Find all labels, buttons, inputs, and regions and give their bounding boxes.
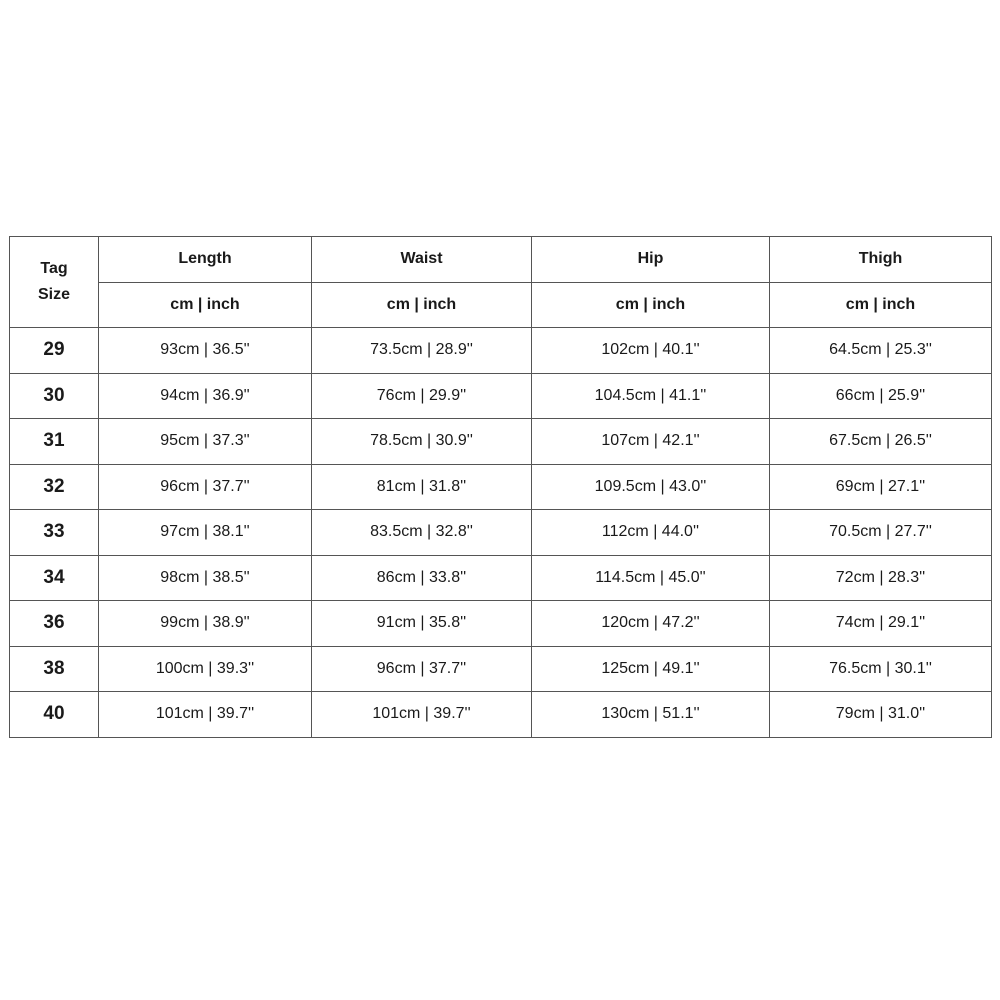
tag-size-header-line2: Size [37,286,70,303]
tag-size-header [10,237,99,328]
column-header-thigh: Thigh [770,237,992,283]
hip-cell: 107cm | 42.1'' [532,419,770,465]
tag-size-cell: 33 [10,510,99,556]
table-row [10,419,992,465]
hip-cell: 120cm | 47.2'' [532,601,770,647]
hip-cell: 114.5cm | 45.0'' [532,555,770,601]
tag-size-cell: 32 [10,464,99,510]
hip-cell: 102cm | 40.1'' [532,328,770,374]
table-row [10,692,992,738]
unit-header-thigh: cm | inch [770,282,992,328]
waist-cell: 76cm | 29.9'' [312,373,532,419]
tag-size-cell: 31 [10,419,99,465]
waist-cell: 83.5cm | 32.8'' [312,510,532,556]
unit-header-length: cm | inch [99,282,312,328]
table-row [10,328,992,374]
thigh-cell: 70.5cm | 27.7'' [770,510,992,556]
waist-cell: 91cm | 35.8'' [312,601,532,647]
table-row [10,646,992,692]
tag-size-header-line1: Tag [40,260,68,277]
table-row [10,555,992,601]
tag-size-cell: 34 [10,555,99,601]
tag-size-cell: 29 [10,328,99,374]
thigh-cell: 66cm | 25.9'' [770,373,992,419]
tag-size-cell: 30 [10,373,99,419]
length-cell: 95cm | 37.3'' [99,419,312,465]
thigh-cell: 74cm | 29.1'' [770,601,992,647]
hip-cell: 104.5cm | 41.1'' [532,373,770,419]
thigh-cell: 64.5cm | 25.3'' [770,328,992,374]
length-cell: 99cm | 38.9'' [99,601,312,647]
column-header-hip: Hip [532,237,770,283]
column-header-length: Length [99,237,312,283]
hip-cell: 112cm | 44.0'' [532,510,770,556]
thigh-cell: 72cm | 28.3'' [770,555,992,601]
length-cell: 100cm | 39.3'' [99,646,312,692]
waist-cell: 81cm | 31.8'' [312,464,532,510]
table-row [10,601,992,647]
length-cell: 94cm | 36.9'' [99,373,312,419]
table-row [10,464,992,510]
unit-header-waist: cm | inch [312,282,532,328]
waist-cell: 73.5cm | 28.9'' [312,328,532,374]
tag-size-cell: 36 [10,601,99,647]
thigh-cell: 76.5cm | 30.1'' [770,646,992,692]
tag-size-cell: 40 [10,692,99,738]
table-row [10,373,992,419]
thigh-cell: 69cm | 27.1'' [770,464,992,510]
waist-cell: 86cm | 33.8'' [312,555,532,601]
thigh-cell: 79cm | 31.0'' [770,692,992,738]
hip-cell: 125cm | 49.1'' [532,646,770,692]
header-row [10,237,992,283]
unit-header-hip: cm | inch [532,282,770,328]
tag-size-cell: 38 [10,646,99,692]
length-cell: 96cm | 37.7'' [99,464,312,510]
length-cell: 101cm | 39.7'' [99,692,312,738]
size-chart-table [9,236,992,738]
waist-cell: 78.5cm | 30.9'' [312,419,532,465]
length-cell: 97cm | 38.1'' [99,510,312,556]
hip-cell: 109.5cm | 43.0'' [532,464,770,510]
length-cell: 93cm | 36.5'' [99,328,312,374]
unit-row [10,282,992,328]
waist-cell: 96cm | 37.7'' [312,646,532,692]
column-header-waist: Waist [312,237,532,283]
thigh-cell: 67.5cm | 26.5'' [770,419,992,465]
hip-cell: 130cm | 51.1'' [532,692,770,738]
length-cell: 98cm | 38.5'' [99,555,312,601]
waist-cell: 101cm | 39.7'' [312,692,532,738]
table-row [10,510,992,556]
